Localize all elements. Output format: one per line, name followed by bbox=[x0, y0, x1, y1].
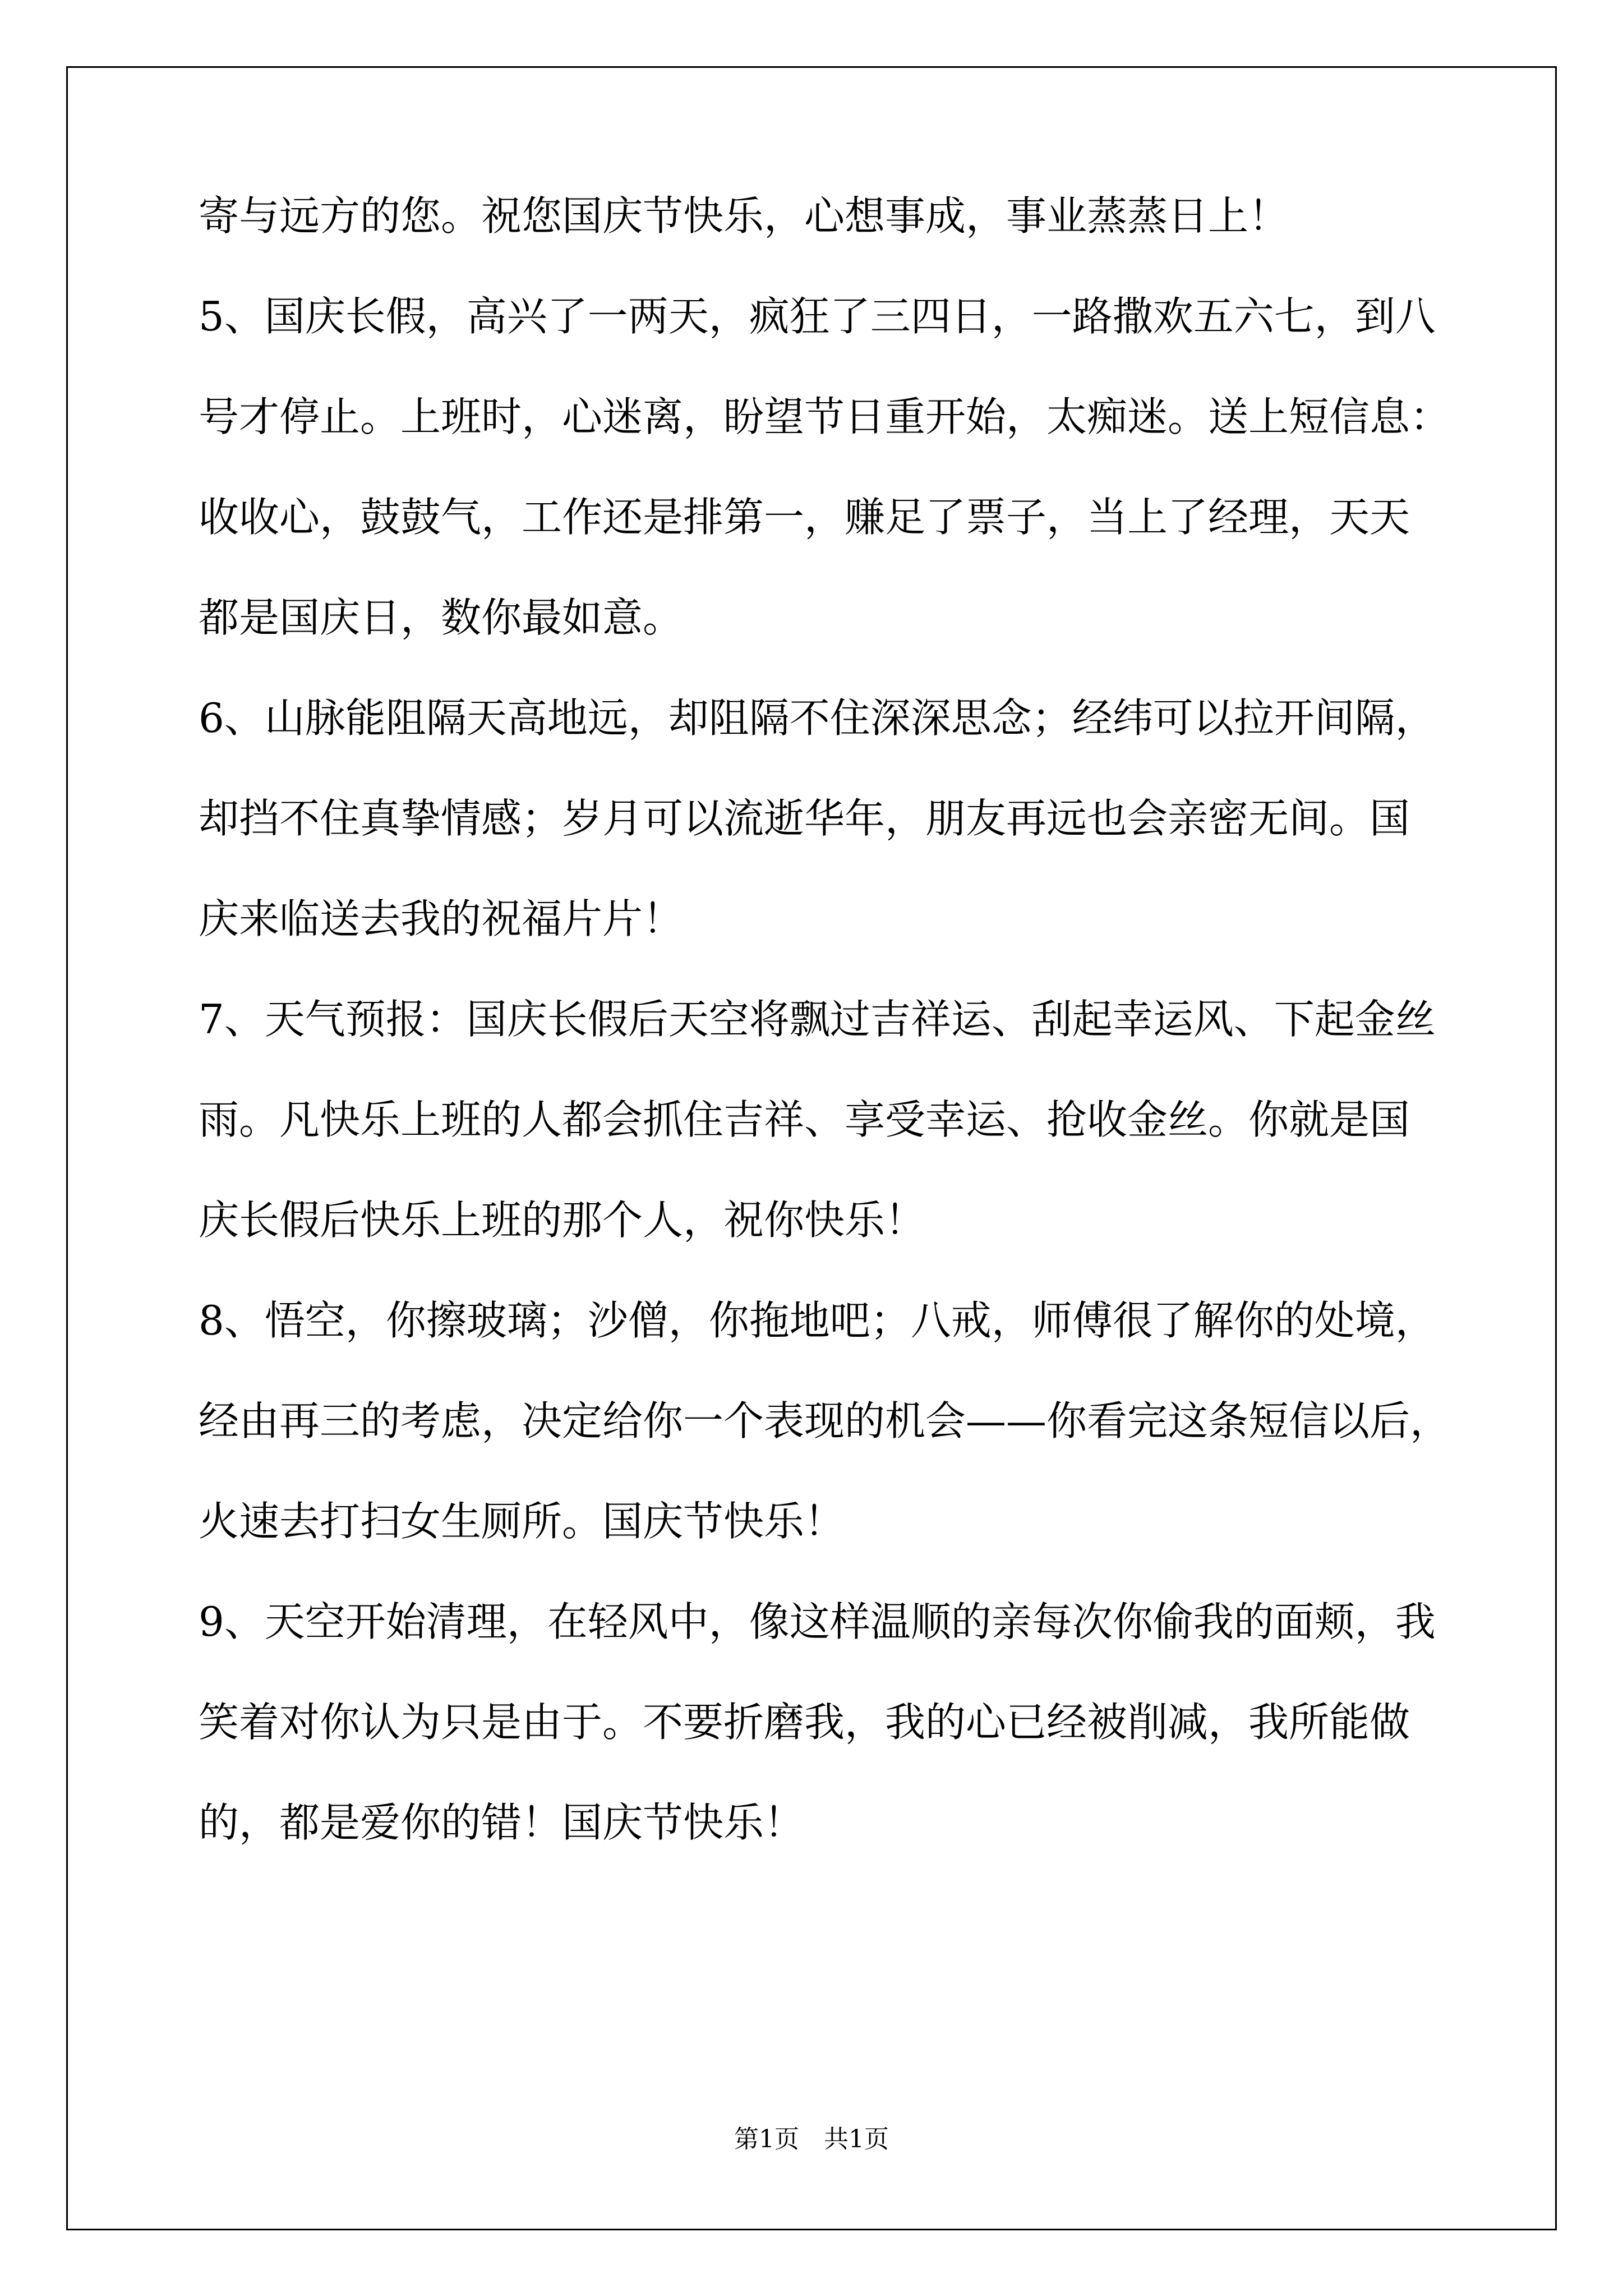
text-line: 都是国庆日，数你最如意。 bbox=[199, 594, 684, 641]
text-line: 9、天空开始清理，在轻风中，像这样温顺的亲每次你偷我的面颊，我 bbox=[199, 1598, 1436, 1645]
text-line: 却挡不住真挚情感；岁月可以流逝华年，朋友再远也会亲密无间。国 bbox=[199, 795, 1410, 842]
text-line: 寄与远方的您。祝您国庆节快乐，心想事成，事业蒸蒸日上！ bbox=[199, 192, 1289, 240]
text-line: 庆来临送去我的祝福片片！ bbox=[199, 895, 684, 942]
text-line: 的，都是爱你的错！国庆节快乐！ bbox=[199, 1799, 805, 1846]
text-line: 笑着对你认为只是由于。不要折磨我，我的心已经被削减，我所能做 bbox=[199, 1699, 1410, 1746]
text-line: 6、山脉能阻隔天高地远，却阻隔不住深深思念；经纬可以拉开间隔， bbox=[199, 694, 1436, 742]
text-line: 火速去打扫女生厕所。国庆节快乐！ bbox=[199, 1498, 845, 1545]
text-line: 5、国庆长假，高兴了一两天，疯狂了三四日，一路撒欢五六七，到八 bbox=[199, 293, 1436, 340]
text-line: 经由再三的考虑，决定给你一个表现的机会——你看完这条短信以后， bbox=[199, 1397, 1451, 1444]
document-body bbox=[199, 191, 1451, 1898]
text-line: 号才停止。上班时，心迷离，盼望节日重开始，太痴迷。送上短信息： bbox=[199, 393, 1451, 440]
text-line: 庆长假后快乐上班的那个人，祝你快乐！ bbox=[199, 1197, 926, 1244]
text-line: 收收心，鼓鼓气，工作还是排第一，赚足了票子，当上了经理，天天 bbox=[199, 494, 1410, 541]
page-footer: 第1页 共1页 bbox=[734, 2125, 889, 2154]
text-line: 7、天气预报：国庆长假后天空将飘过吉祥运、刮起幸运风、下起金丝 bbox=[199, 996, 1436, 1043]
text-line: 8、悟空，你擦玻璃；沙僧，你拖地吧；八戒，师傅很了解你的处境， bbox=[199, 1297, 1436, 1344]
text-line: 雨。凡快乐上班的人都会抓住吉祥、享受幸运、抢收金丝。你就是国 bbox=[199, 1096, 1410, 1143]
